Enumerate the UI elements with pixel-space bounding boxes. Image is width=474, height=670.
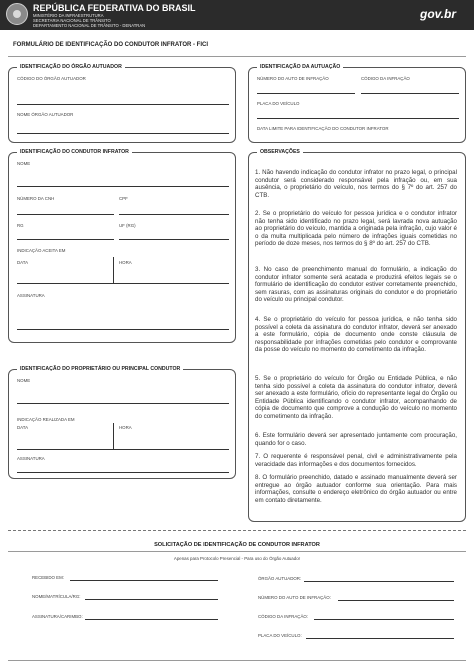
label-nome-orgao: NOME ÓRGÃO AUTUADOR <box>17 112 74 117</box>
section-proprietario <box>8 366 236 479</box>
header-bar <box>0 0 474 30</box>
label-assinatura-carimbo: ASSINATURA/CARIMBO: <box>32 614 83 619</box>
section-title: IDENTIFICAÇÃO DO ÓRGÃO AUTUADOR <box>17 64 125 70</box>
label-numero-auto: NÚMERO DO AUTO DE INFRAÇÃO: <box>258 595 331 600</box>
input-nome[interactable] <box>17 403 229 404</box>
input-codigo-infracao[interactable] <box>361 93 459 94</box>
label-uf-rg: UF (RG) <box>119 223 136 228</box>
label-cnh: NÚMERO DA CNH <box>17 196 55 201</box>
label-recebido-em: RECEBIDO EM: <box>32 575 64 580</box>
divider <box>8 551 466 552</box>
observation-item: 5. Se o proprietário do veículo for Órgão ou Entidade Pública, e não tenha sido possível a coleta da assinatura do condutor infrator, deverá ser anexado a este formulário, ofício do representante legal do Órgão ou Entidade Pública identificando o condutor infrator, acompanhando de cópia de documento que comprove a condução do veículo no momento do cometimento da infração. <box>255 375 457 420</box>
observation-item: 8. O formulário preenchido, datado e assinado manualmente deverá ser entregue ao órgão autuador conforme sua orientação. Para mais informações, consulte o endereço eletrônico do órgão autuador ou entre em contato diretamente. <box>255 474 457 504</box>
label-hora: HORA <box>119 425 132 430</box>
input-rg[interactable] <box>17 239 114 240</box>
label-data-limite: DATA LIMITE PARA IDENTIFICAÇÃO DO CONDUTOR INFRATOR <box>257 126 389 131</box>
input-codigo-infracao[interactable] <box>314 619 454 620</box>
divider <box>8 660 466 661</box>
label-codigo-orgao: CÓDIGO DO ÓRGÃO AUTUADOR <box>17 76 86 81</box>
label-rg: RG <box>17 223 24 228</box>
label-orgao-autuador: ÓRGÃO AUTUADOR: <box>258 576 302 581</box>
label-data: DATA <box>17 425 29 430</box>
label-assinatura: ASSINATURA <box>17 456 45 461</box>
label-placa: PLACA DO VEÍCULO <box>257 101 300 106</box>
label-indicacao-aceita: INDICAÇÃO ACEITA EM <box>17 248 66 253</box>
header-title: REPÚBLICA FEDERATIVA DO BRASIL <box>33 3 196 13</box>
observation-item: 4. Se o proprietário do veículo for pessoa jurídica, e não tenha sido possível a coleta da assinatura do condutor infrator, deverá ser anexado a este formulário, cópia de documento onde conste cláusula de responsabilidade por infrações cometidas pelo condutor e comprovante da posse do veículo no momento do cometimento da infração. <box>255 316 457 354</box>
input-numero-auto[interactable] <box>338 600 454 601</box>
section-condutor-infrator <box>8 149 236 343</box>
label-codigo-infracao: CÓDIGO DA INFRAÇÃO: <box>258 614 309 619</box>
form-title: FORMULÁRIO DE IDENTIFICAÇÃO DO CONDUTOR INFRATOR - FICI <box>13 42 208 48</box>
observation-item: 1. Não havendo indicação do condutor infrator no prazo legal, o principal condutor será considerado responsável pela infração ou, em sua ausência, o proprietário do veículo, nos termos do § 7º do art. 257 do CTB. <box>255 169 457 199</box>
input-data-hora[interactable] <box>17 449 229 450</box>
input-nome-orgao[interactable] <box>17 133 229 134</box>
observation-item: 2. Se o proprietário do veículo for pessoa jurídica e o condutor infrator não tenha sido identificado no prazo legal, será lavrada nova autuação ao proprietário do veículo, mantida a originada pela infração, cujo valor é o da multa multiplicada pelo número de infrações iguais cometidas no período de doze meses, nos termos do § 8º do art. 257 do CTB. <box>255 210 457 248</box>
header-secretariat: SECRETARIA NACIONAL DE TRÂNSITO <box>33 18 111 23</box>
field-separator <box>113 423 114 449</box>
coat-of-arms-icon <box>6 3 28 25</box>
label-nome: NOME <box>17 161 31 166</box>
observation-item: 6. Este formulário deverá ser apresentado juntamente com procuração, quando for o caso. <box>255 432 457 447</box>
input-placa-veiculo[interactable] <box>306 638 454 639</box>
label-codigo-infracao: CÓDIGO DA INFRAÇÃO <box>361 76 410 81</box>
input-numero-auto[interactable] <box>257 93 355 94</box>
solicitacao-subtitle: Apenas para Protocolo Presencial - Para uso do Órgão Autuador <box>173 556 301 561</box>
section-title: IDENTIFICAÇÃO DO PROPRIETÁRIO OU PRINCIPAL CONDUTOR <box>17 366 183 372</box>
divider <box>8 56 466 57</box>
input-cnh[interactable] <box>17 214 114 215</box>
input-cpf[interactable] <box>119 214 229 215</box>
section-title: OBSERVAÇÕES <box>257 149 303 155</box>
input-nome[interactable] <box>17 186 229 187</box>
label-indicacao-realizada: INDICAÇÃO REALIZADA EM <box>17 417 75 422</box>
label-cpf: CPF <box>119 196 128 201</box>
input-orgao-autuador[interactable] <box>304 581 454 582</box>
observation-item: 7. O requerente é responsável penal, civil e administrativamente pela veracidade das informações e dos documentos fornecidos. <box>255 453 457 468</box>
section-autuacao <box>248 64 466 143</box>
label-hora: HORA <box>119 260 132 265</box>
field-separator <box>113 257 114 283</box>
cut-line <box>8 530 466 531</box>
input-nome-matricula[interactable] <box>85 599 218 600</box>
input-assinatura[interactable] <box>17 472 229 473</box>
input-codigo-orgao[interactable] <box>17 104 229 105</box>
section-title: IDENTIFICAÇÃO DA AUTUAÇÃO <box>257 64 343 70</box>
section-title: IDENTIFICAÇÃO DO CONDUTOR INFRATOR <box>17 149 132 155</box>
observation-item: 3. No caso de preenchimento manual do formulário, a indicação do condutor infrator somente será acatada e produzirá efeitos legais se o formulário de identificação do condutor estiver corretamente preenchido, sem rasuras, com as assinaturas originais do condutor e do proprietário do veículo ou principal condutor. <box>255 266 457 304</box>
input-recebido-em[interactable] <box>70 580 218 581</box>
label-nome: NOME <box>17 378 31 383</box>
govbr-logo[interactable]: gov.br <box>419 7 456 21</box>
header-ministry: MINISTÉRIO DA INFRAESTRUTURA <box>33 13 104 18</box>
label-assinatura: ASSINATURA <box>17 293 45 298</box>
input-assinatura-carimbo[interactable] <box>85 619 218 620</box>
input-placa[interactable] <box>257 118 459 119</box>
label-nome-matricula: NOME/MATRÍCULA/RG: <box>32 594 81 599</box>
section-orgao-autuador <box>8 64 236 143</box>
label-data: DATA <box>17 260 29 265</box>
input-data-hora[interactable] <box>17 283 229 284</box>
label-numero-auto: NÚMERO DO AUTO DE INFRAÇÃO <box>257 76 329 81</box>
section-observacoes <box>248 149 466 522</box>
label-placa-veiculo: PLACA DO VEÍCULO: <box>258 633 302 638</box>
solicitacao-title: SOLICITAÇÃO DE IDENTIFICAÇÃO DE CONDUTOR INFRATOR <box>154 542 320 548</box>
input-assinatura[interactable] <box>17 329 229 330</box>
input-uf-rg[interactable] <box>119 239 229 240</box>
header-department: DEPARTAMENTO NACIONAL DE TRÂNSITO - DENATRAN <box>33 23 146 28</box>
